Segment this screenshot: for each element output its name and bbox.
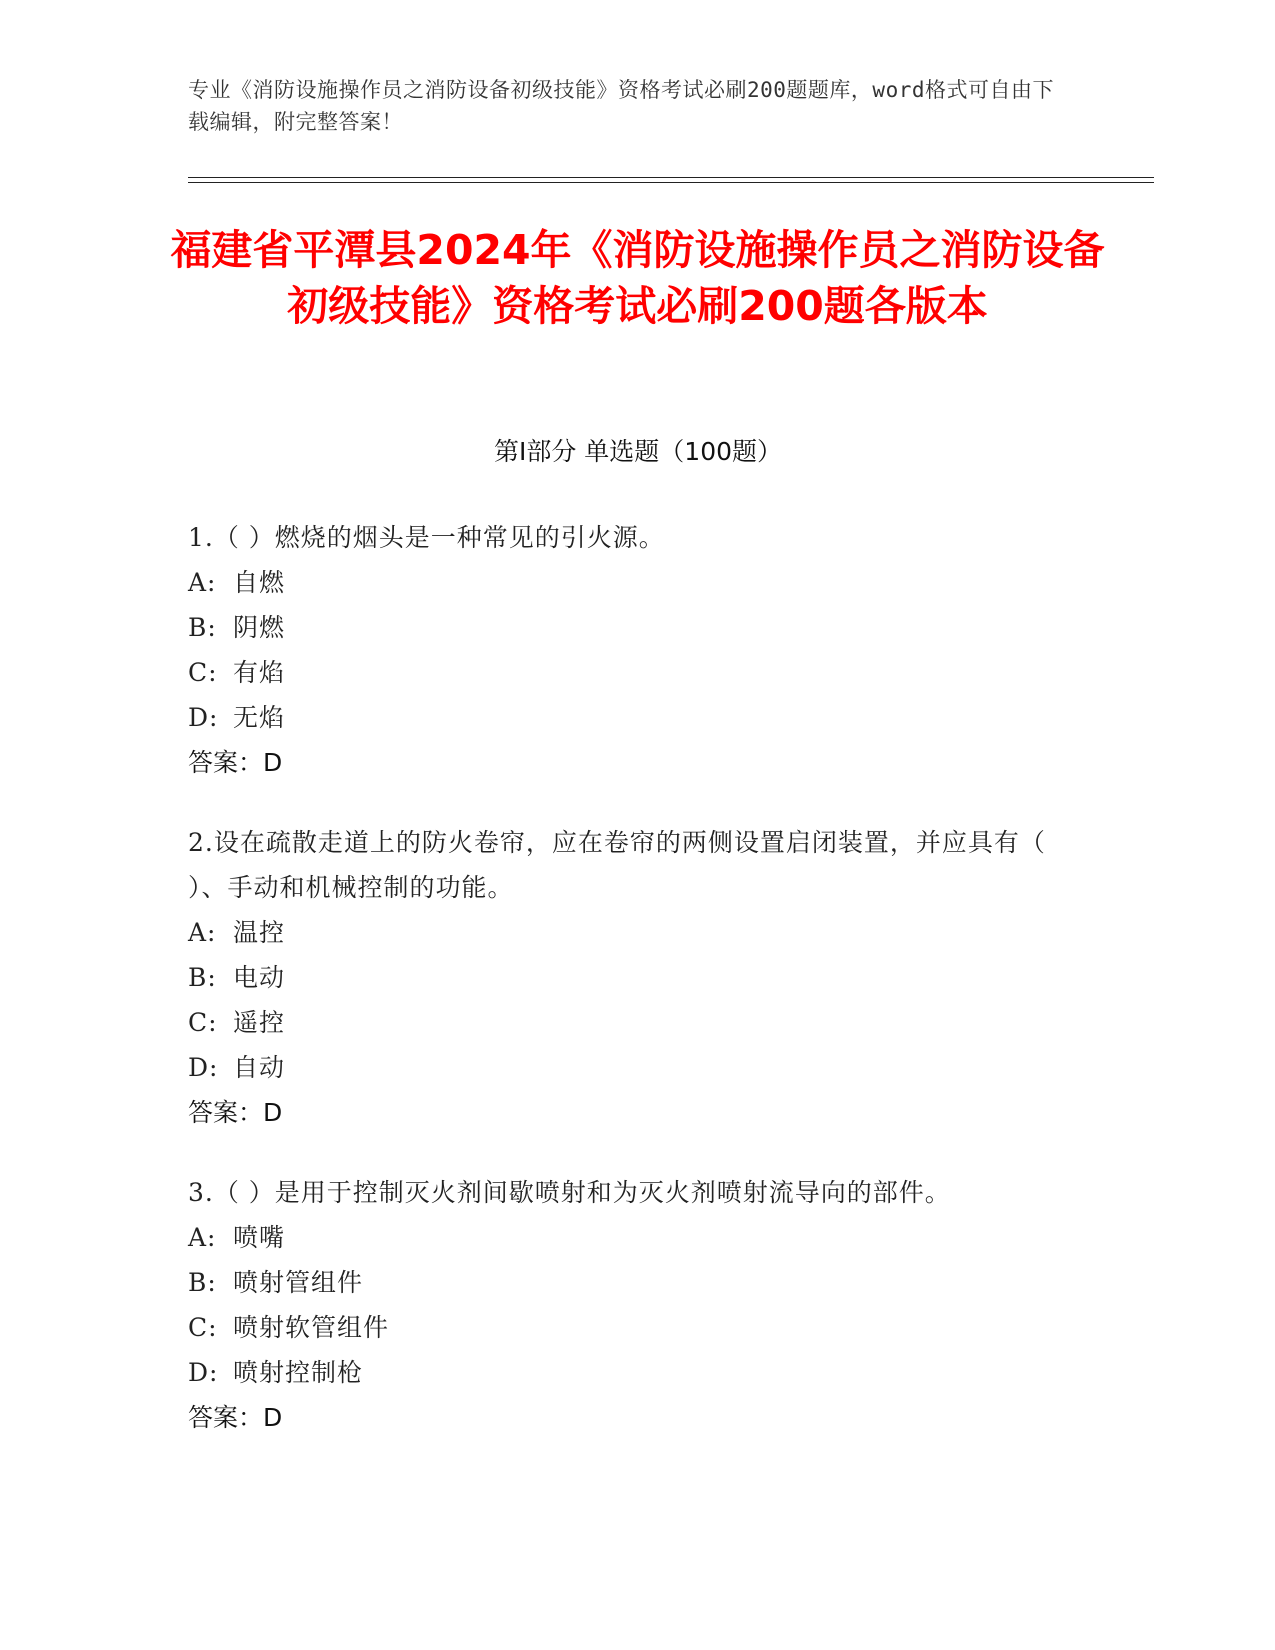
option-letter: D: <box>188 1358 219 1387</box>
option-letter: A: <box>188 918 217 947</box>
question-list <box>188 525 1068 1485</box>
option-text: 有焰 <box>233 658 286 687</box>
option-a <box>188 910 1068 955</box>
question-number: 1. <box>188 523 214 552</box>
option-text: 喷射软管组件 <box>233 1313 390 1342</box>
option-a <box>188 560 1068 605</box>
answer-label: 答案： <box>188 1403 264 1432</box>
answer-line <box>188 740 1068 785</box>
question-number: 3. <box>188 1178 214 1207</box>
question-stem: （ ）是用于控制灭火剂间歇喷射和为灭火剂喷射流导向的部件。 <box>213 1178 951 1207</box>
header-rule-top <box>188 177 1154 178</box>
option-d <box>188 695 1068 740</box>
option-letter: A: <box>188 1223 217 1252</box>
option-d <box>188 1045 1068 1090</box>
question-stem: （ ）燃烧的烟头是一种常见的引火源。 <box>213 523 665 552</box>
question-item <box>188 820 1068 1135</box>
header-note: 专业《消防设施操作员之消防设备初级技能》资格考试必刷200题题库，word格式可自由下载编辑，附完整答案！ <box>188 78 1054 134</box>
answer-value: D <box>263 1098 283 1127</box>
option-text: 温控 <box>233 918 286 947</box>
option-text: 电动 <box>233 963 286 992</box>
option-text: 遥控 <box>233 1008 286 1037</box>
option-b <box>188 1260 1068 1305</box>
header-rule-bottom <box>188 182 1154 183</box>
option-letter: D: <box>188 1053 219 1082</box>
question-item <box>188 515 1068 785</box>
option-c <box>188 1000 1068 1045</box>
answer-label: 答案： <box>188 748 264 777</box>
question-text <box>188 820 1068 910</box>
question-text <box>188 1170 1068 1215</box>
option-letter: C: <box>188 658 218 687</box>
option-text: 喷射控制枪 <box>233 1358 364 1387</box>
option-text: 自动 <box>233 1053 286 1082</box>
option-text: 喷嘴 <box>233 1223 286 1252</box>
question-number: 2. <box>188 828 214 857</box>
option-letter: C: <box>188 1008 218 1037</box>
option-letter: A: <box>188 568 217 597</box>
answer-line <box>188 1395 1068 1440</box>
option-text: 喷射管组件 <box>233 1268 364 1297</box>
question-item <box>188 1170 1068 1440</box>
question-stem: 设在疏散走道上的防火卷帘，应在卷帘的两侧设置启闭装置，并应具有（ ）、手动和机械控制的功能。 <box>188 828 1046 902</box>
section-title: 第I部分 单选题（100题） <box>493 437 783 466</box>
option-c <box>188 1305 1068 1350</box>
option-letter: D: <box>188 703 219 732</box>
answer-label: 答案： <box>188 1098 264 1127</box>
option-c <box>188 650 1068 695</box>
option-a <box>188 1215 1068 1260</box>
option-letter: C: <box>188 1313 218 1342</box>
option-letter: B: <box>188 613 217 642</box>
option-letter: B: <box>188 1268 217 1297</box>
answer-value: D <box>263 1403 283 1432</box>
option-text: 阴燃 <box>233 613 286 642</box>
option-b <box>188 605 1068 650</box>
answer-value: D <box>263 748 283 777</box>
option-d <box>188 1350 1068 1395</box>
option-letter: B: <box>188 963 217 992</box>
question-text <box>188 515 1068 560</box>
document-title: 福建省平潭县2024年《消防设施操作员之消防设备初级技能》资格考试必刷200题各版本 <box>170 226 1105 330</box>
option-b <box>188 955 1068 1000</box>
option-text: 自燃 <box>233 568 286 597</box>
answer-line <box>188 1090 1068 1135</box>
option-text: 无焰 <box>233 703 286 732</box>
